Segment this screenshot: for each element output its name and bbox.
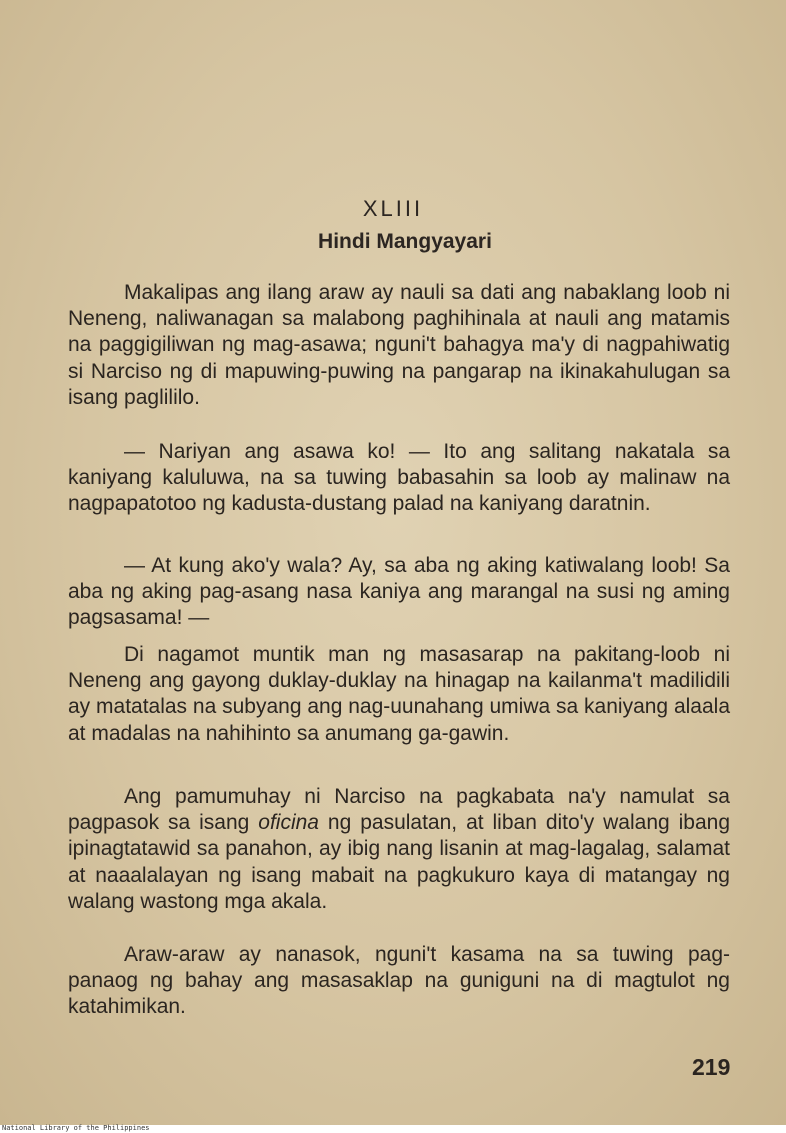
paragraph-2: — Nariyan ang asawa ko! — Ito ang salitang nakatala sa kaniyang kaluluwa, na sa tuwing babasahin sa loob ay malinaw na nagpapatotoo ng kadusta-dustang palad na kaniyang daratnin. xyxy=(68,440,730,516)
footer-strip xyxy=(0,1125,786,1133)
paragraph-4 xyxy=(68,642,730,747)
paragraph-6: Araw-araw ay nanasok, nguni't kasama na sa tuwing pag-panaog ng bahay ang masasaklap na guniguni na di magtulot ng katahimikan. xyxy=(68,943,730,1019)
paragraph-1: Makalipas ang ilang araw ay nauli sa dati ang nabaklang loob ni Neneng, naliwanagan sa malabong paghihinala at nauli ang matamis na paggigiliwan ng mag-asawa; nguni't bahagya ma'y di nagpahiwatig si Narciso ng di mapuwing-puwing na pangarap na ikinakahulugan sa isang paglililo. xyxy=(68,281,730,409)
paragraph-5-italic: oficina xyxy=(258,811,319,835)
paragraph-4-text: Di nagamot muntik man ng masasarap na pakitang-loob ni Neneng ang gayong duklay-duklay na hinagap na kailanma't madilidili ay matatalas na subyang ang nag-uunahang umiwa sa kaniyang alaala at madalas na nahihinto sa anumang ga-gawin. xyxy=(68,643,730,745)
paragraph-3: — At kung ako'y wala? Ay, sa aba ng aking katiwalang loob! Sa aba ng aking pag-asang nasa kaniya ang marangal na susi ng aming pagsasama! — xyxy=(68,554,730,630)
paragraph-5 xyxy=(68,784,730,915)
footer-watermark-text: National Library of the Philippines xyxy=(2,1124,150,1132)
chapter-title: Hindi Mangyayari xyxy=(318,230,492,253)
page-number: 219 xyxy=(692,1054,731,1080)
paragraph-5-text-before: Ang pamumuhay ni Narciso na pagkabata na'y namulat sa pagpasok sa isang xyxy=(68,785,730,835)
chapter-number: XLIII xyxy=(362,196,424,221)
paragraph-5-text-after: ng pasulatan, at liban dito'y walang ibang ipinagtatawid sa panahon, ay ibig nang lisanin at mag-lagalag, salamat at naaalalayan ng isang mabait na pagkukuro kaya di matangay ng walang wastong mga akala. xyxy=(68,811,730,913)
